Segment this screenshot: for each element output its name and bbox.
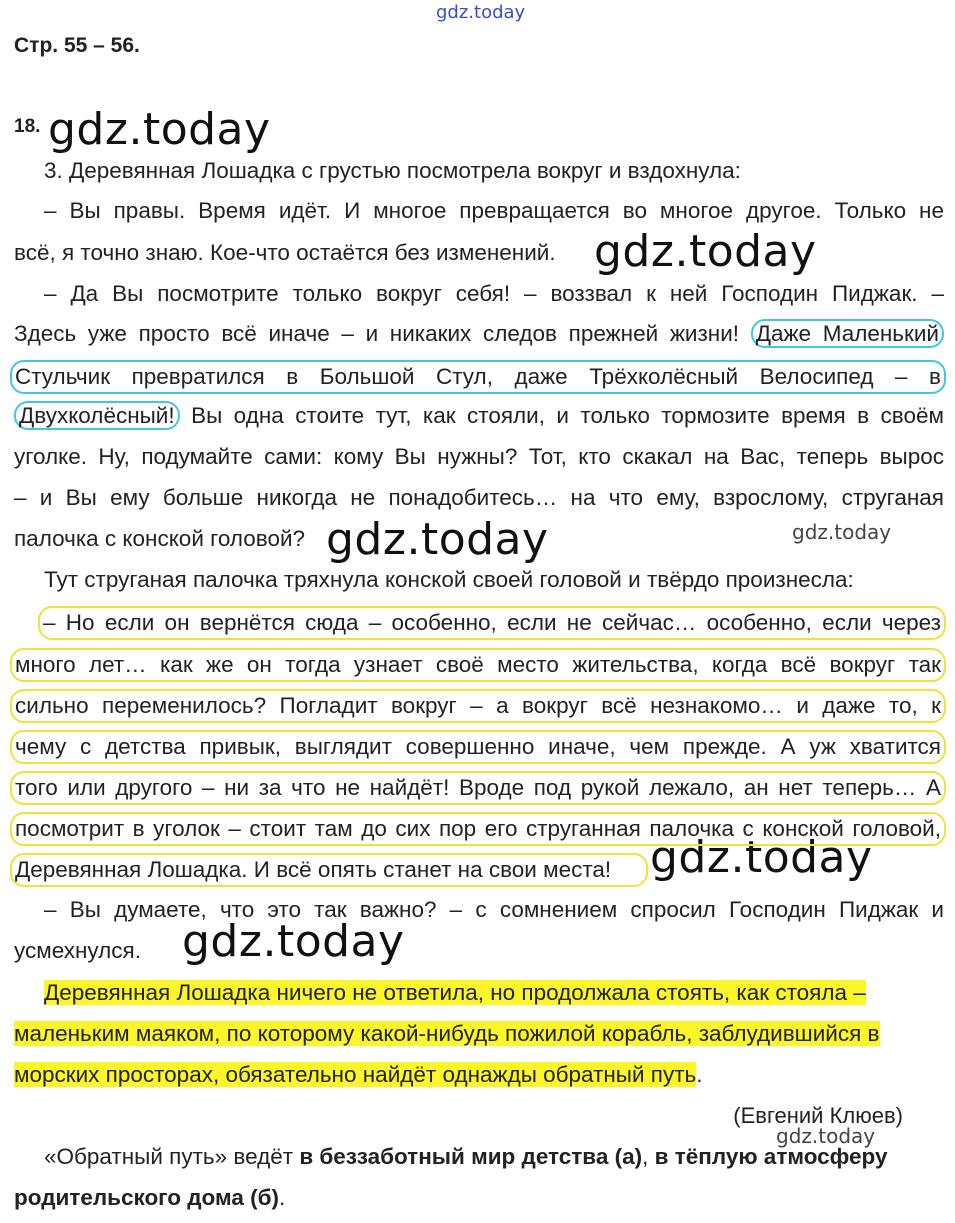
page-reference: Стр. 55 – 56. <box>14 34 140 57</box>
text-line <box>14 401 944 431</box>
highlighted-line-yellow: посмотрит в уголок – стоит там до сих пор его струганная палочка с конской головой, <box>10 812 946 846</box>
text-line: Тут струганая палочка тряхнула конской своей головой и твёрдо произнесла: <box>44 567 854 592</box>
text-line: палочка с конской головой? <box>14 526 306 551</box>
highlighted-line <box>14 1060 944 1090</box>
highlighted-text: Деревянная Лошадка ничего не ответила, но продолжала стоять, как стояла – <box>44 980 866 1005</box>
highlighted-text: морских просторах, обязательно найдёт однажды обратный путь <box>14 1062 697 1087</box>
text-line <box>14 319 944 349</box>
text-line: 3. Деревянная Лошадка с грустью посмотрела вокруг и вздохнула: <box>44 158 741 183</box>
text-line: уголке. Ну, подумайте сами: кому Вы нужны? Тот, кто скакал на Вас, теперь вырос <box>14 444 944 469</box>
text-line: усмехнулся. <box>14 938 141 963</box>
text-segment: Здесь уже просто всё иначе – и никаких следов прежней жизни! <box>14 321 740 346</box>
highlighted-phrase-blue: Двухколёсный! <box>14 401 180 430</box>
text-segment: . <box>696 1062 703 1087</box>
watermark: gdz.today <box>650 832 873 883</box>
highlighted-line-yellow: сильно переменилось? Погладит вокруг – а вокруг всё незнакомо… и даже то, к <box>10 689 946 723</box>
highlighted-line-yellow: – Но если он вернётся сюда – особенно, если не сейчас… особенно, если через <box>38 606 946 640</box>
highlighted-line-yellow: Деревянная Лошадка. И всё опять станет на свои места! <box>10 853 648 887</box>
highlighted-line-blue: Стульчик превратился в Большой Стул, даже Трёхколёсный Велосипед – в <box>10 360 946 394</box>
answer-text: «Обратный путь» ведёт <box>44 1144 300 1169</box>
watermark: gdz.today <box>594 226 817 277</box>
text-line: – Вы правы. Время идёт. И многое превращается во многое другое. Только не <box>44 198 944 223</box>
highlighted-phrase-blue: Даже Маленький <box>751 319 944 348</box>
watermark-small: gdz.today <box>792 520 892 544</box>
text-segment: Вы одна стоите тут, как стояли, и только тормозите время в своём <box>191 403 944 428</box>
answer-bold: в беззаботный мир детства (а) <box>299 1144 643 1169</box>
author-signature: (Евгений Клюев) <box>733 1103 903 1128</box>
answer-bold: родительского дома (б) <box>14 1185 279 1210</box>
watermark-top: gdz.today <box>436 2 526 23</box>
text-line: – и Вы ему больше никогда не понадобитесь… на что ему, взрослому, струганая <box>14 485 944 510</box>
task-number: 18. <box>14 116 41 137</box>
highlighted-line <box>14 1019 944 1049</box>
text-line: – Вы думаете, что это так важно? – с сомнением спросил Господин Пиджак и <box>44 897 944 922</box>
watermark: gdz.today <box>326 514 549 565</box>
answer-text: . <box>278 1185 286 1210</box>
answer-line <box>44 1142 944 1172</box>
watermark: gdz.today <box>182 916 405 967</box>
answer-line <box>14 1183 944 1213</box>
highlighted-line-yellow: того или другого – ни за что не найдёт! Вроде под рукой лежало, ан нет теперь… А <box>10 771 946 805</box>
highlighted-line <box>44 978 944 1008</box>
highlighted-line-yellow: чему с детства привык, выглядит совершенно иначе, чем прежде. А уж хватится <box>10 730 946 764</box>
highlighted-line-yellow: много лет… как же он тогда узнает своё место жительства, когда всё вокруг так <box>10 648 946 682</box>
text-line: – Да Вы посмотрите только вокруг себя! – воззвал к ней Господин Пиджак. – <box>44 281 944 306</box>
watermark: gdz.today <box>48 104 271 155</box>
answer-text: , <box>642 1144 655 1169</box>
answer-bold: в тёплую атмосферу <box>654 1144 888 1169</box>
highlighted-text: маленьким маяком, по которому какой-нибудь пожилой корабль, заблудившийся в <box>14 1021 880 1046</box>
watermark-small: gdz.today <box>776 1124 876 1148</box>
text-line: всё, я точно знаю. Кое-что остаётся без изменений. <box>14 240 556 265</box>
